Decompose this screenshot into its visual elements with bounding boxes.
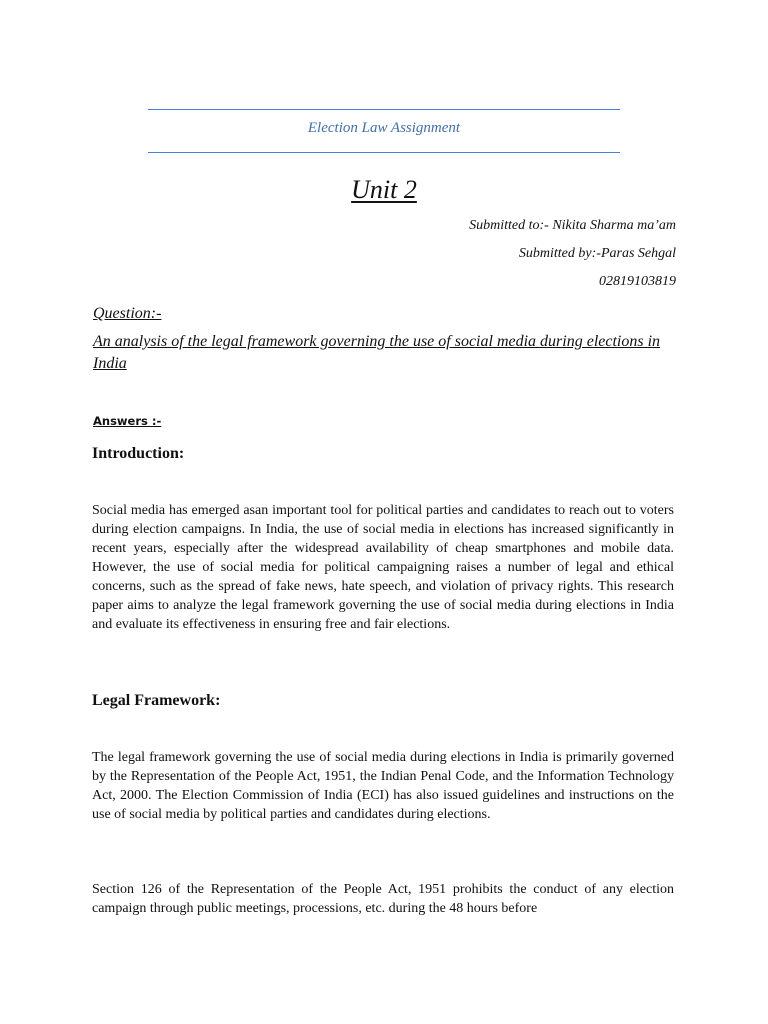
question-text: An analysis of the legal framework governing the use of social media during elections in India [93, 333, 661, 372]
roll-number: 02819103819 [599, 274, 676, 289]
submitted-to: Submitted to:- Nikita Sharma ma’am [469, 218, 676, 233]
submitted-by: Submitted by:-Paras Sehgal [518, 246, 676, 261]
question-label: Question:- [93, 305, 162, 322]
header-title: Election Law Assignment [307, 120, 461, 136]
legal-framework-paragraph-2: Section 126 of the Representation of the People Act, 1951 prohibits the conduct of any election campaign through public meetings, processions, etc. during the 48 hours before [92, 882, 674, 916]
unit-title: Unit 2 [351, 175, 417, 204]
introduction-heading: Introduction: [92, 445, 185, 462]
introduction-paragraph: Social media has emerged asan important tool for political parties and candidates to reach out to voters during election campaigns. In India, the use of social media in elections has increased significantly in recent years, especially after the widespread availability of cheap smartphones and mobile data. However, the use of social media for political campaigning raises a number of legal and ethical concerns, such as the spread of fake news, hate speech, and violation of privacy rights. This research paper aims to analyze the legal framework governing the use of social media during elections in India and evaluate its effectiveness in ensuring free and fair elections. [92, 503, 674, 632]
header-top-rule [148, 109, 620, 110]
legal-framework-paragraph-1: The legal framework governing the use of social media during elections in India is primarily governed by the Representation of the People Act, 1951, the Indian Penal Code, and the Information Technology Act, 2000. The Election Commission of India (ECI) has also issued guidelines and instructions on the use of social media by political parties and candidates during elections. [92, 750, 674, 822]
header-bottom-rule [148, 152, 620, 153]
legal-framework-heading: Legal Framework: [92, 692, 221, 709]
answers-label: Answers :- [93, 414, 162, 428]
